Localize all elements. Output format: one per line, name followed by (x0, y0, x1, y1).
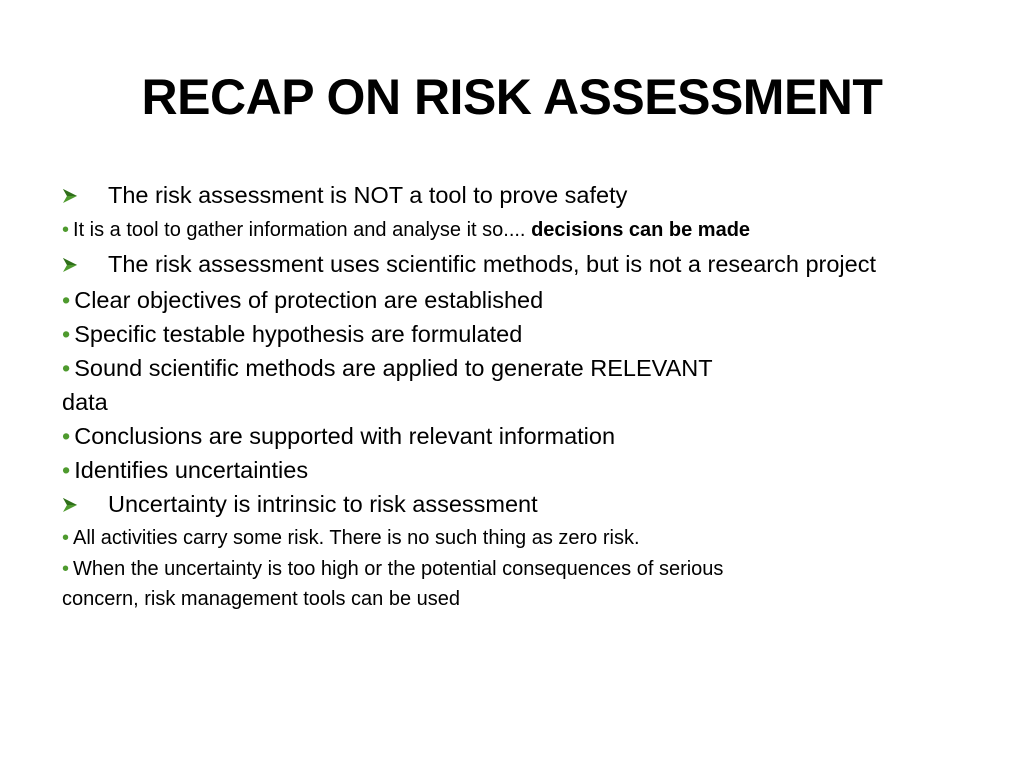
line-text: concern, risk management tools can be used (62, 588, 460, 610)
arrow-bullet-icon (62, 249, 108, 283)
bullet-line (62, 214, 982, 247)
bullet-line (62, 523, 982, 554)
bullet-dot: • (62, 321, 71, 347)
line-text: When the uncertainty is too high or the potential consequences of serious (73, 557, 724, 580)
arrow-bullet-line (62, 247, 982, 283)
slide-title: RECAP ON RISK ASSESSMENT (141, 69, 883, 125)
line-text: All activities carry some risk. There is no such thing as zero risk. (73, 527, 640, 549)
bullet-dot: • (62, 287, 71, 313)
bullet-dot: • (62, 423, 71, 449)
bullet-line (62, 317, 982, 351)
line-text: Sound scientific methods are applied to generate RELEVANT (74, 355, 713, 381)
bullet-dot: • (62, 457, 71, 483)
bullet-line (62, 554, 982, 585)
slide-body (62, 178, 982, 615)
line-text: Clear objectives of protection are established (74, 287, 544, 313)
bullet-line-continuation (62, 385, 982, 419)
line-text: The risk assessment is NOT a tool to prove safety (108, 182, 628, 208)
line-text: Specific testable hypothesis are formulated (74, 321, 523, 347)
bullet-dot: • (62, 527, 70, 549)
arrow-bullet-icon (62, 489, 108, 523)
bullet-dot: • (62, 557, 70, 580)
line-text-bold: decisions can be made (531, 219, 751, 241)
arrow-bullet-line (62, 178, 982, 214)
bullet-dot: • (62, 355, 71, 381)
bullet-line (62, 351, 982, 385)
line-text: The risk assessment uses scientific methods, but is not a research project (108, 251, 876, 277)
bullet-line (62, 419, 982, 453)
bullet-line (62, 453, 982, 487)
arrow-bullet-icon (62, 180, 108, 214)
bullet-line (62, 283, 982, 317)
line-text: Identifies uncertainties (74, 457, 309, 483)
arrow-bullet-line (62, 487, 982, 523)
line-text: data (62, 389, 108, 415)
line-text: Conclusions are supported with relevant information (74, 423, 616, 449)
line-text: It is a tool to gather information and analyse it so.... (73, 219, 526, 241)
bullet-dot: • (62, 219, 70, 241)
line-text: Uncertainty is intrinsic to risk assessment (108, 491, 538, 517)
bullet-line-continuation (62, 584, 982, 615)
